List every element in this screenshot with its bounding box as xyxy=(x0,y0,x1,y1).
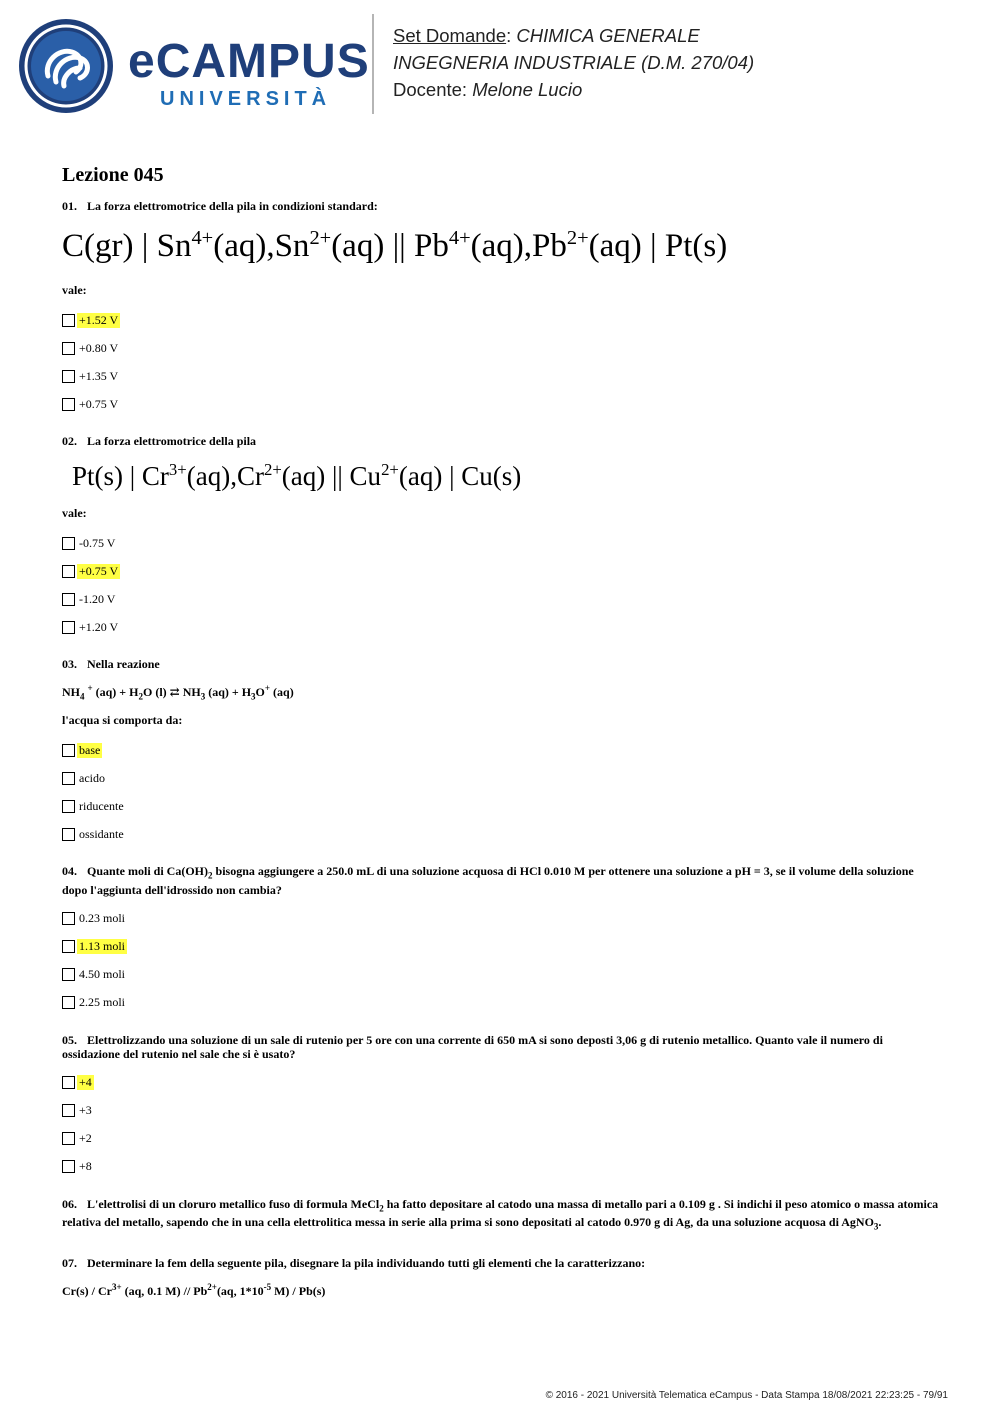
question-body: La forza elettromotrice della pila xyxy=(87,434,257,448)
checkbox[interactable] xyxy=(62,1132,75,1145)
answer-option[interactable] xyxy=(62,1159,942,1175)
answer-option-label: +0.75 V xyxy=(79,563,119,578)
answer-option-label: +1.52 V xyxy=(79,312,119,327)
checkbox[interactable] xyxy=(62,1104,75,1117)
page-footer: © 2016 - 2021 Università Telematica eCampus - Data Stampa 18/08/2021 22:23:25 - 79/91 xyxy=(545,1390,948,1401)
checkbox[interactable] xyxy=(62,996,75,1009)
answer-options xyxy=(62,535,942,635)
answer-option[interactable] xyxy=(62,340,942,356)
checkbox[interactable] xyxy=(62,537,75,550)
set-sep: : xyxy=(506,25,517,46)
question-text: 06. L'elettrolisi di un cloruro metallico fuso di formula MeCl$_2$ ha fatto depositare al catodo una massa di metallo pari a 0.109 g . Si indichi il peso atomico o massa atomica relativa del metallo, sapendo che in una cella elettrolitica messa in serie alla prima si sono depositati al catodo 0.970 g di Ag, da una soluzione acquosa di AgNO$_3$. xyxy=(62,1196,939,1232)
checkbox[interactable] xyxy=(62,1076,75,1089)
answer-option-label: -1.20 V xyxy=(79,591,116,606)
answer-option-label: +1.20 V xyxy=(79,619,119,634)
question-text xyxy=(62,657,942,671)
header-info xyxy=(393,22,754,103)
question-2 xyxy=(62,434,942,635)
lesson-title: Lezione 045 xyxy=(62,164,164,186)
set-label: Set Domande xyxy=(393,25,507,46)
answer-option[interactable] xyxy=(62,1075,942,1091)
answer-option[interactable] xyxy=(62,368,942,384)
question-set xyxy=(62,160,942,1321)
answer-option-label: +0.80 V xyxy=(79,340,119,355)
question-body: Nella reazione xyxy=(87,657,160,671)
answer-option-label: 4.50 moli xyxy=(79,967,126,982)
question-number: 06. xyxy=(62,1196,77,1211)
answer-option[interactable] xyxy=(62,591,942,607)
ecampus-emblem-icon xyxy=(18,18,114,114)
checkbox[interactable] xyxy=(62,342,75,355)
answer-options xyxy=(62,911,942,1011)
answer-option-label: +0.75 V xyxy=(79,396,119,411)
answer-option-label: +4 xyxy=(79,1075,92,1090)
answer-option[interactable] xyxy=(62,798,942,814)
answer-option[interactable] xyxy=(62,995,942,1011)
question-number: 01. xyxy=(62,199,77,213)
answer-option[interactable] xyxy=(62,967,942,983)
answer-option-label: acido xyxy=(79,770,105,785)
program-name: INGEGNERIA INDUSTRIALE (D.M. 270/04) xyxy=(393,52,755,73)
checkbox[interactable] xyxy=(62,370,75,383)
teacher-label: Docente: xyxy=(393,79,473,100)
question-number: 04. xyxy=(62,864,77,879)
teacher-name: Melone Lucio xyxy=(472,79,583,100)
cell-equation: $Cr(s) / Cr^{3+}$ (aq, 0.1 $M) // Pb^{2+}(aq$, $1*10^{-5}$ M) / Pb(s) xyxy=(62,1281,326,1298)
question-text xyxy=(62,1033,942,1061)
question-7 xyxy=(62,1256,942,1299)
question-4 xyxy=(62,864,942,1010)
checkbox[interactable] xyxy=(62,314,75,327)
answer-option[interactable] xyxy=(62,312,942,328)
logo-wordmark: eCAMPUS xyxy=(128,35,370,88)
answer-option[interactable] xyxy=(62,396,942,412)
reaction-equation: $NH_4$ + $(aq) + H_2O$ (l) ⇄ $NH_3$ $(aq) + H_3O^+$ (aq) xyxy=(62,683,294,702)
question-body: Determinare la fem della seguente pila, disegnare la pila individuando tutti gli elementi che la caratterizzano: xyxy=(87,1255,646,1270)
answer-option-label: 1.13 moli xyxy=(79,939,126,954)
answer-option-label: +3 xyxy=(79,1103,92,1118)
answer-option-label: 2.25 moli xyxy=(79,995,126,1010)
answer-option[interactable] xyxy=(62,535,942,551)
checkbox[interactable] xyxy=(62,1160,75,1173)
answer-option[interactable] xyxy=(62,619,942,635)
checkbox[interactable] xyxy=(62,828,75,841)
answer-option[interactable] xyxy=(62,826,942,842)
question-suffix: vale: xyxy=(62,283,87,297)
checkbox[interactable] xyxy=(62,744,75,757)
question-body: Elettrolizzando una soluzione di un sale di rutenio per 5 ore con una corrente di 650 mA si sono deposti 3,06 g di rutenio metallico. Quanto vale il numero di ossidazione del rutenio nel sale che si è usato? xyxy=(62,1032,883,1061)
question-text xyxy=(62,199,942,213)
question-suffix: l'acqua si comporta da: xyxy=(62,713,183,728)
question-suffix: vale: xyxy=(62,506,87,520)
question-number: 02. xyxy=(62,434,77,448)
answer-option-label: +2 xyxy=(79,1131,92,1146)
answer-options xyxy=(62,1075,942,1175)
checkbox[interactable] xyxy=(62,912,75,925)
answer-option-label: ossidante xyxy=(79,826,124,841)
answer-option[interactable] xyxy=(62,770,942,786)
checkbox[interactable] xyxy=(62,593,75,606)
question-number: 03. xyxy=(62,657,77,671)
checkbox[interactable] xyxy=(62,968,75,981)
checkbox[interactable] xyxy=(62,940,75,953)
question-3 xyxy=(62,657,942,842)
checkbox[interactable] xyxy=(62,398,75,411)
answer-options xyxy=(62,312,942,412)
answer-option-label: -0.75 V xyxy=(79,535,116,550)
checkbox[interactable] xyxy=(62,621,75,634)
question-6 xyxy=(62,1197,942,1234)
header-divider xyxy=(372,14,374,114)
answer-option[interactable] xyxy=(62,1131,942,1147)
answer-option[interactable] xyxy=(62,563,942,579)
cell-formula: C(gr) | $Sn^{4+}(aq),Sn^{2+}(aq)$ || $Pb^{4+}(aq),Pb^{2+}(aq)$ | Pt(s) xyxy=(62,227,728,264)
answer-option-label: +8 xyxy=(79,1159,92,1174)
answer-option-label: +1.35 V xyxy=(79,368,119,383)
checkbox[interactable] xyxy=(62,565,75,578)
answer-option-label: riducente xyxy=(79,798,124,813)
question-number: 07. xyxy=(62,1255,77,1270)
question-number: 05. xyxy=(62,1032,77,1047)
question-text xyxy=(62,1256,942,1270)
answer-option[interactable] xyxy=(62,911,942,927)
teacher-line xyxy=(393,76,754,103)
answer-option-label: base xyxy=(79,742,101,757)
question-text xyxy=(62,434,942,448)
page-header xyxy=(0,0,1000,130)
answer-option[interactable] xyxy=(62,939,942,955)
set-line xyxy=(393,22,754,49)
answer-option[interactable] xyxy=(62,742,942,758)
course-name: CHIMICA GENERALE xyxy=(516,25,700,46)
logo-subtitle: UNIVERSITÀ xyxy=(160,88,332,110)
checkbox[interactable] xyxy=(62,772,75,785)
answer-option-label: 0.23 moli xyxy=(79,911,126,926)
cell-formula: Pt(s) | $Cr^{3+}(aq),Cr^{2+}(aq)$ || $Cu^{2+}(aq)$ | Cu(s) xyxy=(72,460,522,491)
question-text: 04. Quante moli di $Ca(OH)_2$ bisogna aggiungere a 250.0 mL di una soluzione acquosa di HCl 0.010 M per ottenere una soluzione a pH = 3, se il volume della soluzione dopo l'aggiunta dell'idrossido non cambia? xyxy=(62,864,914,897)
question-5 xyxy=(62,1033,942,1175)
checkbox[interactable] xyxy=(62,800,75,813)
answer-option[interactable] xyxy=(62,1103,942,1119)
question-1 xyxy=(62,199,942,412)
answer-options xyxy=(62,742,942,842)
question-body: La forza elettromotrice della pila in condizioni standard: xyxy=(87,199,378,213)
